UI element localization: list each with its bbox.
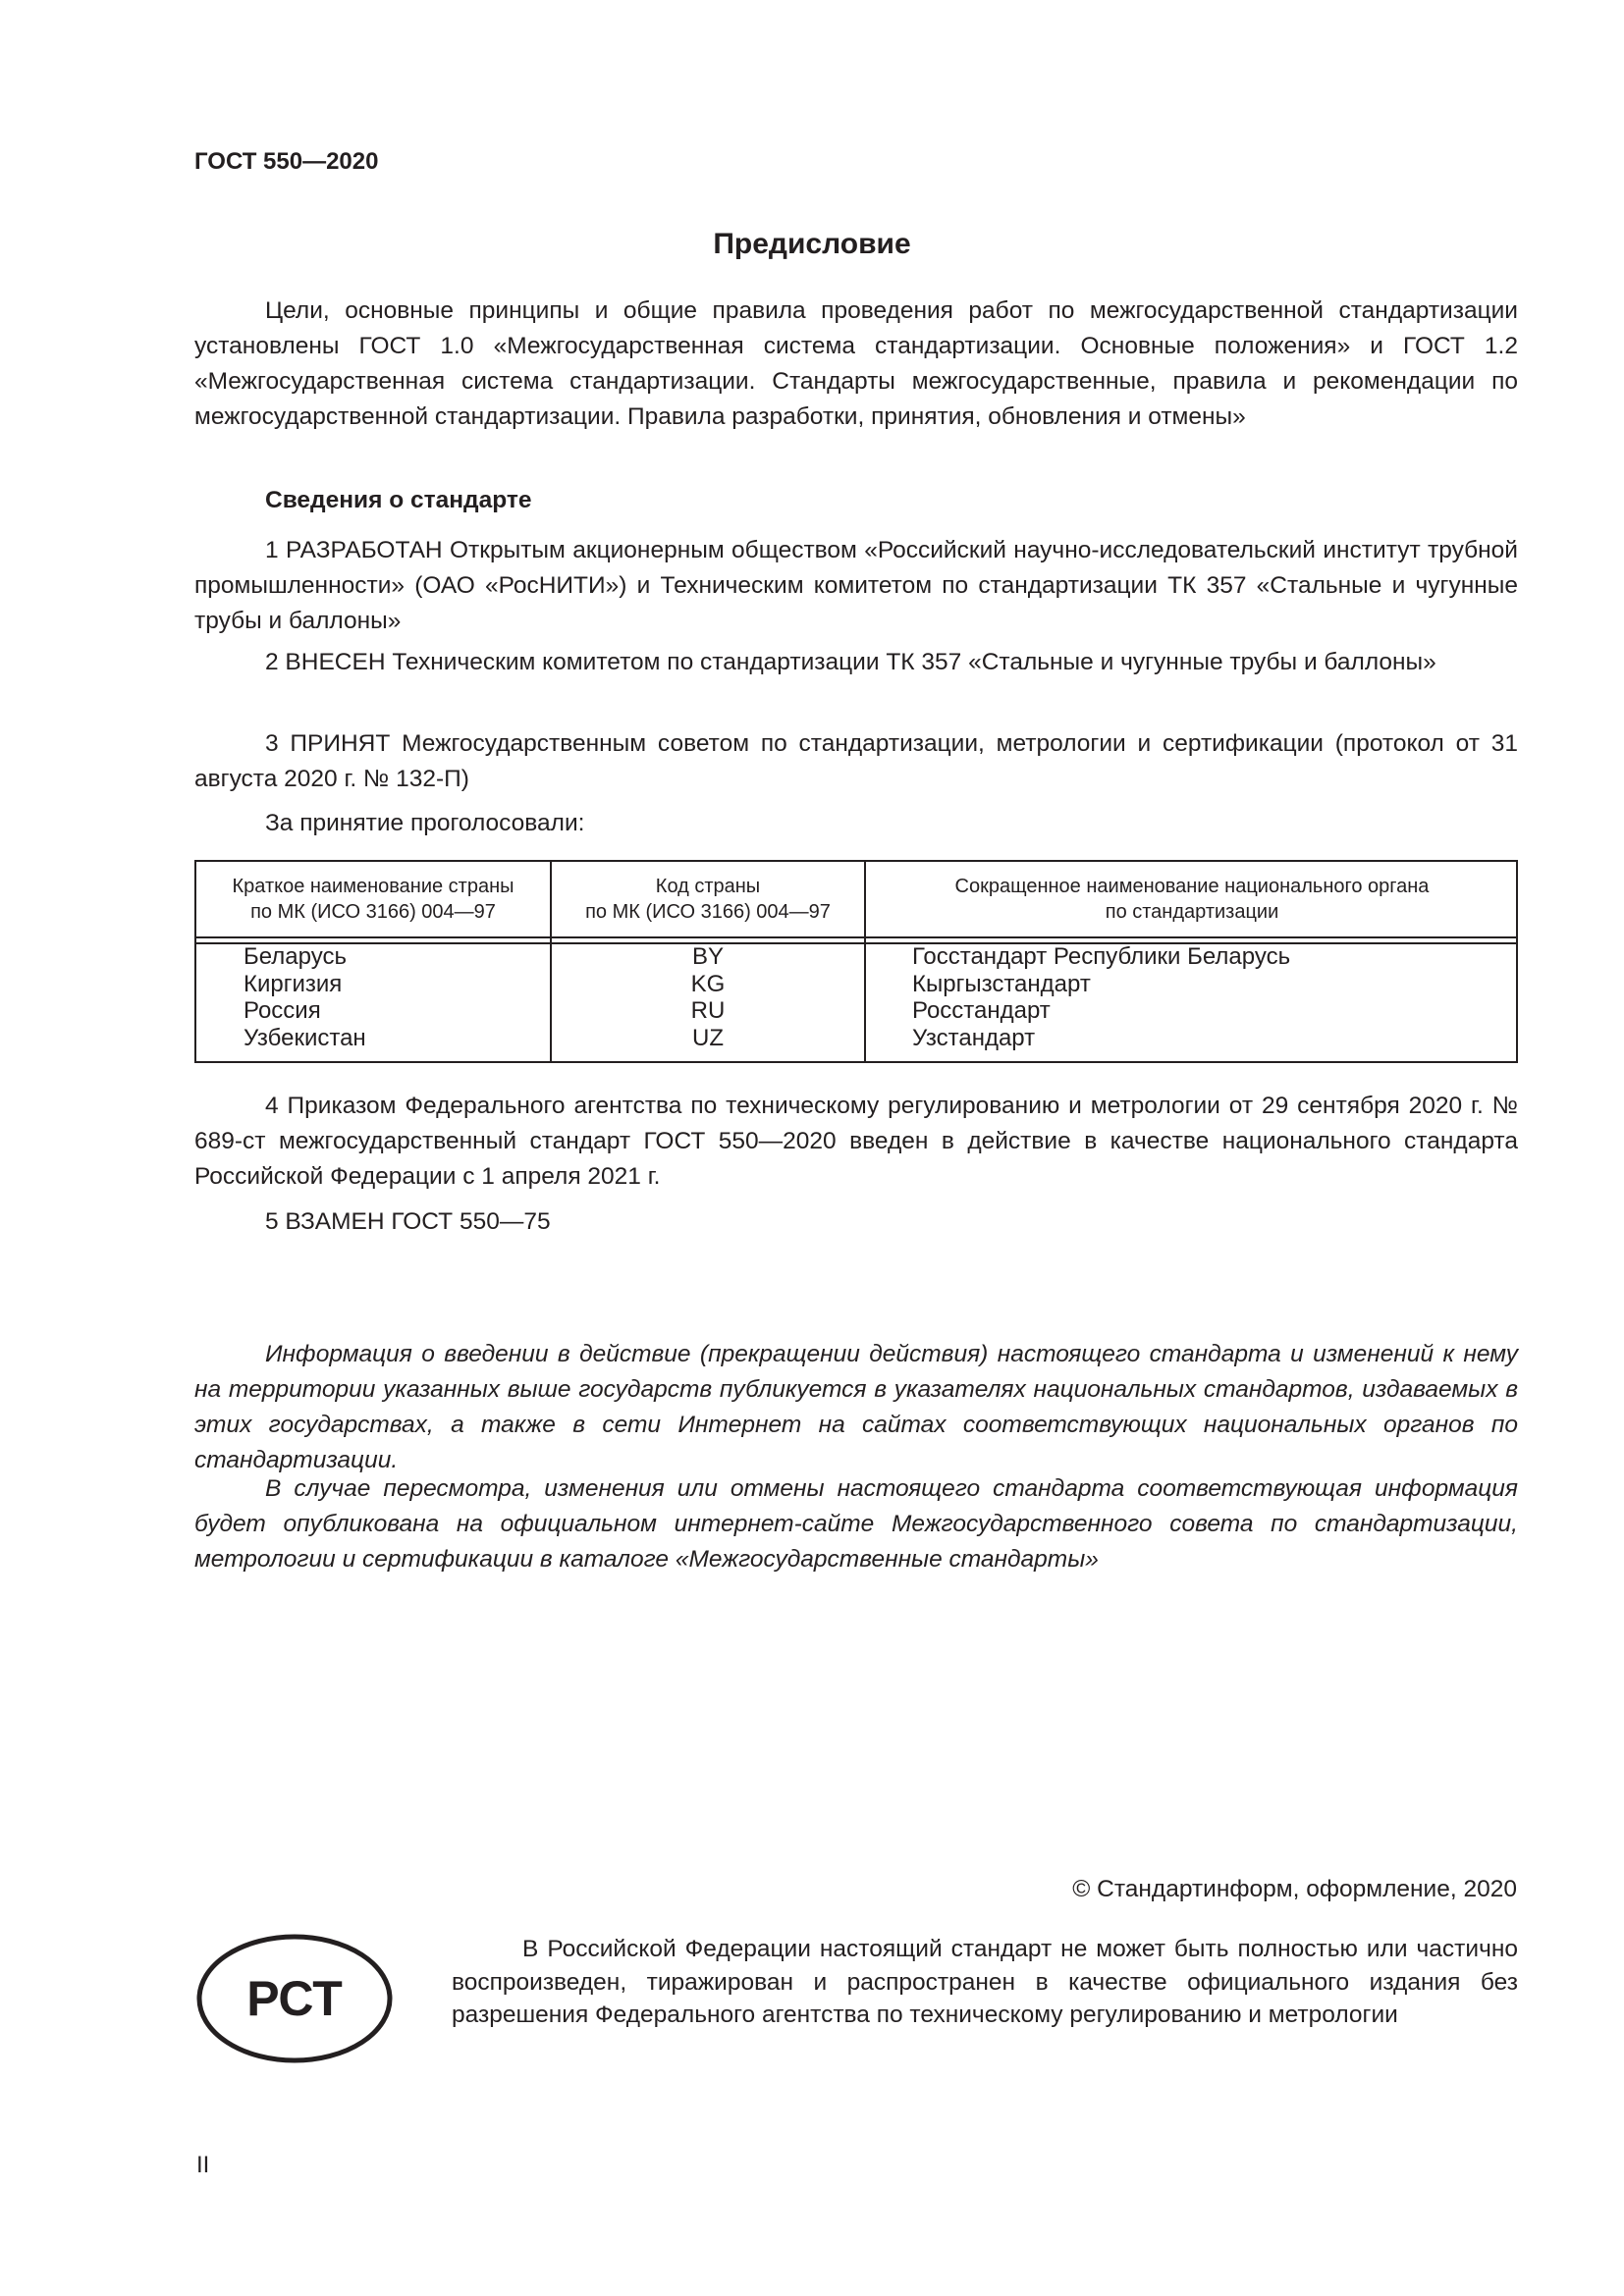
item-5: 5 ВЗАМЕН ГОСТ 550—75	[265, 1208, 551, 1235]
table-cell-country: Россия	[244, 997, 321, 1024]
page-number: II	[196, 2152, 210, 2178]
info-note-1: Информация о введении в действие (прекращении действия) настоящего стандарта и изменений к нему на территории указанных выше государств публикуется в указателях национальных стандартов, издаваемых в этих государствах, а также в сети Интернет на сайтах соответствующих национальных органов по стандартизации.	[194, 1341, 1518, 1473]
table-cell-body: Узстандарт	[912, 1024, 1036, 1051]
table-cell-code: BY	[691, 943, 724, 970]
table-cell-body: Росстандарт	[912, 997, 1051, 1024]
table-header-code	[552, 874, 864, 925]
info-note-2: В случае пересмотра, изменения или отмены настоящего стандарта соответствующая информация будет опубликована на официальном интернет-сайте Межгосударственного совета по стандартизации, метрологии и сертификации в каталоге «Межгосударственные стандарты»	[194, 1475, 1518, 1573]
copyright: © Стандартинформ, оформление, 2020	[1072, 1876, 1517, 1902]
table-cell-body: Кыргызстандарт	[912, 970, 1091, 997]
item-2: 2 ВНЕСЕН Техническим комитетом по стандартизации ТК 357 «Стальные и чугунные трубы и баллоны»	[265, 649, 1436, 675]
intro-paragraph: Цели, основные принципы и общие правила проведения работ по межгосударственной стандартизации установлены ГОСТ 1.0 «Межгосударственная система стандартизации. Основные положения» и ГОСТ 1.2 «Межгосударственная система стандартизации. Стандарты межгосударственные, правила и рекомендации по межгосударственной стандартизации. Правила разработки, принятия, обновления и отмены»	[194, 297, 1518, 430]
voting-table	[194, 860, 1518, 1063]
header-line: Код страны	[655, 876, 761, 897]
document-header: ГОСТ 550—2020	[194, 148, 379, 175]
header-line: по МК (ИСО 3166) 004—97	[585, 901, 831, 923]
table-cell-country: Узбекистан	[244, 1024, 366, 1051]
header-line: Краткое наименование страны	[232, 876, 514, 897]
table-cell-country: Беларусь	[244, 943, 347, 970]
table-cell-code: KG	[690, 970, 726, 997]
header-line: по МК (ИСО 3166) 004—97	[250, 901, 496, 923]
item-4: 4 Приказом Федерального агентства по техническому регулированию и метрологии от 29 сентября 2020 г. № 689-ст межгосударственный стандарт ГОСТ 550—2020 введен в действие в качестве национального стандарта Российской Федерации с 1 апреля 2021 г.	[194, 1093, 1518, 1190]
table-cell-country: Киргизия	[244, 970, 343, 997]
country-column	[244, 943, 366, 1051]
table-header-body	[866, 874, 1518, 925]
page-title: Предисловие	[713, 228, 911, 260]
logo-lettering: РСТ	[246, 1971, 343, 2026]
voted-label: За принятие проголосовали:	[265, 810, 585, 836]
body-column	[912, 943, 1290, 1051]
table-cell-code: UZ	[692, 1024, 724, 1051]
table-header-country	[196, 874, 550, 925]
header-line: Сокращенное наименование национального органа	[954, 876, 1430, 897]
table-cell-code: RU	[690, 997, 726, 1024]
copyright-notice: В Российской Федерации настоящий стандарт не может быть полностью или частично воспроизведен, тиражирован и распространен в качестве официального издания без разрешения Федерального агентства по техническому регулированию и метрологии	[452, 1936, 1518, 2028]
item-1: 1 РАЗРАБОТАН Открытым акционерным обществом «Российский научно-исследовательский институт трубной промышленности» (ОАО «РосНИТИ») и Техническим комитетом по стандартизации ТК 357 «Стальные и чугунные трубы и баллоны»	[194, 537, 1518, 634]
header-line: по стандартизации	[1105, 901, 1279, 923]
item-3: 3 ПРИНЯТ Межгосударственным советом по стандартизации, метрологии и сертификации (протокол от 31 августа 2020 г. № 132-П)	[194, 730, 1518, 792]
table-cell-body: Госстандарт Республики Беларусь	[912, 943, 1291, 970]
code-column	[552, 943, 864, 1051]
info-heading: Сведения о стандарте	[265, 487, 532, 513]
rst-logo	[196, 1934, 393, 2063]
rst-logo-mark	[196, 1934, 393, 2063]
